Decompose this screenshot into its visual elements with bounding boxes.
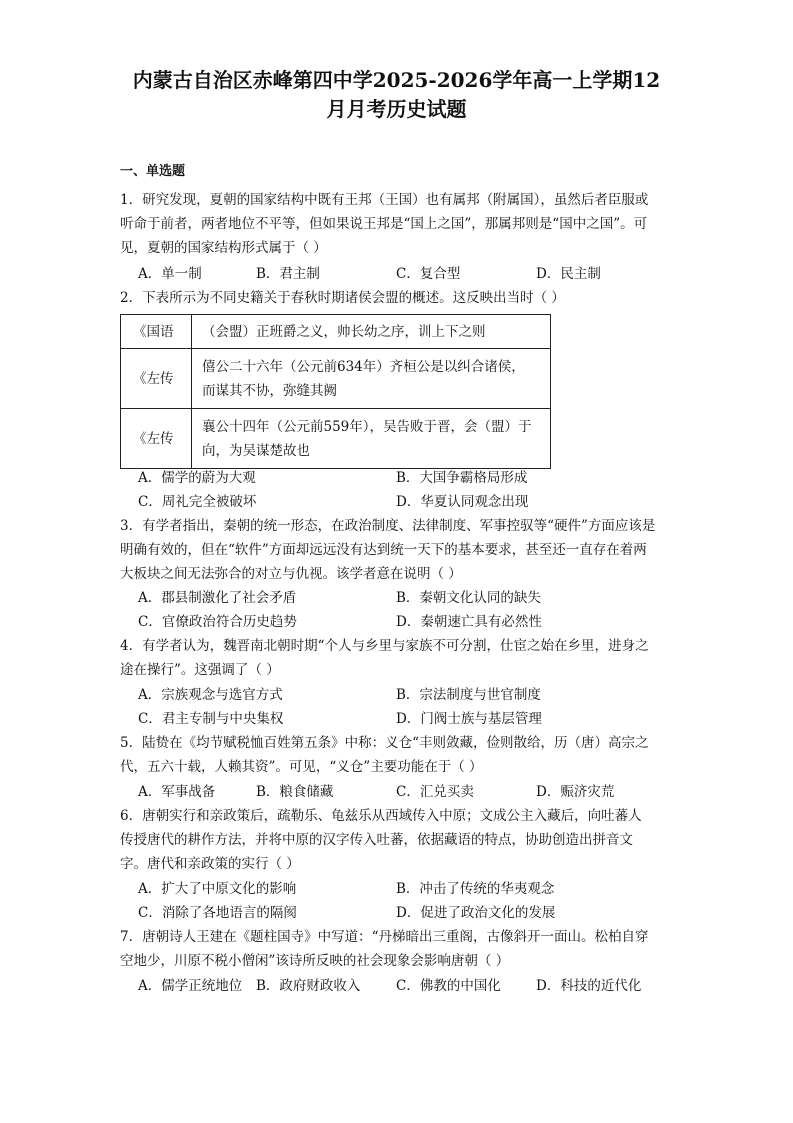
question-text: 大板块之间无法弥合的对立与仇视。该学者意在说明（ ） (120, 566, 462, 582)
option-b[interactable]: B．大国争霸格局形成 (396, 470, 528, 486)
title-line-2: 月月考历史试题 (326, 97, 467, 121)
table-cell-source: 《国语 (121, 315, 192, 349)
table-cell-source: 《左传 (121, 349, 192, 409)
option-c[interactable]: C．汇兑买卖 (396, 784, 474, 800)
page-title (100, 66, 693, 124)
option-d[interactable]: D．门阀士族与基层管理 (396, 711, 542, 727)
option-d[interactable]: D．秦朝速亡具有必然性 (396, 614, 542, 630)
question-text: 7．唐朝诗人王建在《题柱国寺》中写道：“丹梯暗出三重阁，古像斜开一面山。松柏自穿 (120, 929, 649, 945)
option-d[interactable]: D．华夏认同观念出现 (396, 494, 529, 510)
option-a[interactable]: A．扩大了中原文化的影响 (138, 881, 297, 897)
table-row (121, 315, 551, 349)
question-2 (120, 286, 672, 310)
table-row (121, 349, 551, 409)
question-7 (120, 925, 672, 973)
question-text: 见，夏朝的国家结构形式属于（ ） (120, 240, 327, 256)
question-text: 3．有学者指出，秦朝的统一形态，在政治制度、法律制度、军事控驭等“硬件”方面应该是 (120, 518, 656, 534)
question-text: 2．下表所示为不同史籍关于春秋时期诸侯会盟的概述。这反映出当时（ ） (120, 290, 565, 306)
table-cell-text: 襄公十四年（公元前559年），吴告败于晋，会（盟）于 向，为吴谋楚故也 (192, 409, 551, 469)
question-text: 空地少，川原不税小僧闲”该诗所反映的社会现象会影响唐朝（ ） (120, 953, 510, 969)
option-d[interactable]: D．民主制 (536, 266, 601, 282)
option-c[interactable]: C．佛教的中国化 (396, 978, 501, 994)
option-b[interactable]: B．政府财政收入 (256, 978, 361, 994)
option-a[interactable]: A．儒学正统地位 (138, 978, 243, 994)
question-text: 字。唐代和亲政策的实行（ ） (120, 856, 300, 872)
option-a[interactable]: A．儒学的蔚为大观 (138, 470, 256, 486)
option-c[interactable]: C．复合型 (396, 266, 461, 282)
option-c[interactable]: C．周礼完全被破坏 (138, 494, 257, 510)
question-3 (120, 514, 672, 586)
option-b[interactable]: B．宗法制度与世官制度 (396, 687, 541, 703)
option-d[interactable]: D．科技的近代化 (536, 978, 642, 994)
question-text: 明确有效的，但在“软件”方面却远远没有达到统一天下的基本要求，甚至还一直存在着两 (120, 542, 647, 558)
option-a[interactable]: A．军事战备 (138, 784, 216, 800)
option-b[interactable]: B．秦朝文化认同的缺失 (396, 590, 541, 606)
table-row (121, 409, 551, 469)
option-d[interactable]: D．赈济灾荒 (536, 784, 615, 800)
question-text: 5．陆贽在《均节赋税恤百姓第五条》中称：义仓“丰则敛藏，俭则散给，历（唐）高宗之 (120, 735, 649, 751)
table-cell-source: 《左传 (121, 409, 192, 469)
source-table (120, 314, 551, 469)
option-a[interactable]: A．郡县制激化了社会矛盾 (138, 590, 297, 606)
option-b[interactable]: B．粮食储藏 (256, 784, 334, 800)
title-line-1: 内蒙古自治区赤峰第四中学2025-2026学年高一上学期12 (132, 68, 661, 92)
question-6 (120, 804, 672, 876)
question-4 (120, 634, 672, 682)
question-text: 传授唐代的耕作方法，并将中原的汉字传入吐蕃，依据藏语的特点，协助创造出拼音文 (120, 832, 633, 848)
option-b[interactable]: B．冲击了传统的华夷观念 (396, 881, 555, 897)
table-cell-text: （会盟）正班爵之义，帅长幼之序，训上下之则 (192, 315, 551, 349)
question-text: 代，五六十载，人赖其资”。可见，“义仓”主要功能在于（ ） (120, 759, 483, 775)
question-1 (120, 188, 672, 260)
option-b[interactable]: B．君主制 (256, 266, 320, 282)
option-a[interactable]: A．单一制 (138, 266, 202, 282)
question-text: 途在操行”。这强调了（ ） (120, 662, 280, 678)
option-a[interactable]: A．宗族观念与选官方式 (138, 687, 283, 703)
option-c[interactable]: C．君主专制与中央集权 (138, 711, 284, 727)
option-c[interactable]: C．官僚政治符合历史趋势 (138, 614, 297, 630)
option-c[interactable]: C．消除了各地语言的隔阂 (138, 905, 297, 921)
section-heading: 一、单选题 (120, 164, 186, 179)
question-text: 1．研究发现，夏朝的国家结构中既有王邦（王国）也有属邦（附属国），虽然后者臣服或 (120, 192, 649, 208)
option-d[interactable]: D．促进了政治文化的发展 (396, 905, 556, 921)
question-text: 听命于前者，两者地位不平等，但如果说王邦是“国上之国”，那属邦则是“国中之国”。可 (120, 216, 648, 232)
table-cell-text: 僖公二十六年（公元前634年）齐桓公是以纠合诸侯， 而谋其不协，弥缝其阙 (192, 349, 551, 409)
question-text: 4．有学者认为，魏晋南北朝时期“个人与乡里与家族不可分割，仕宦之始在乡里，进身之 (120, 638, 649, 654)
question-text: 6．唐朝实行和亲政策后，疏勒乐、龟兹乐从西域传入中原；文成公主入藏后，向吐蕃人 (120, 808, 642, 824)
question-5 (120, 731, 672, 779)
